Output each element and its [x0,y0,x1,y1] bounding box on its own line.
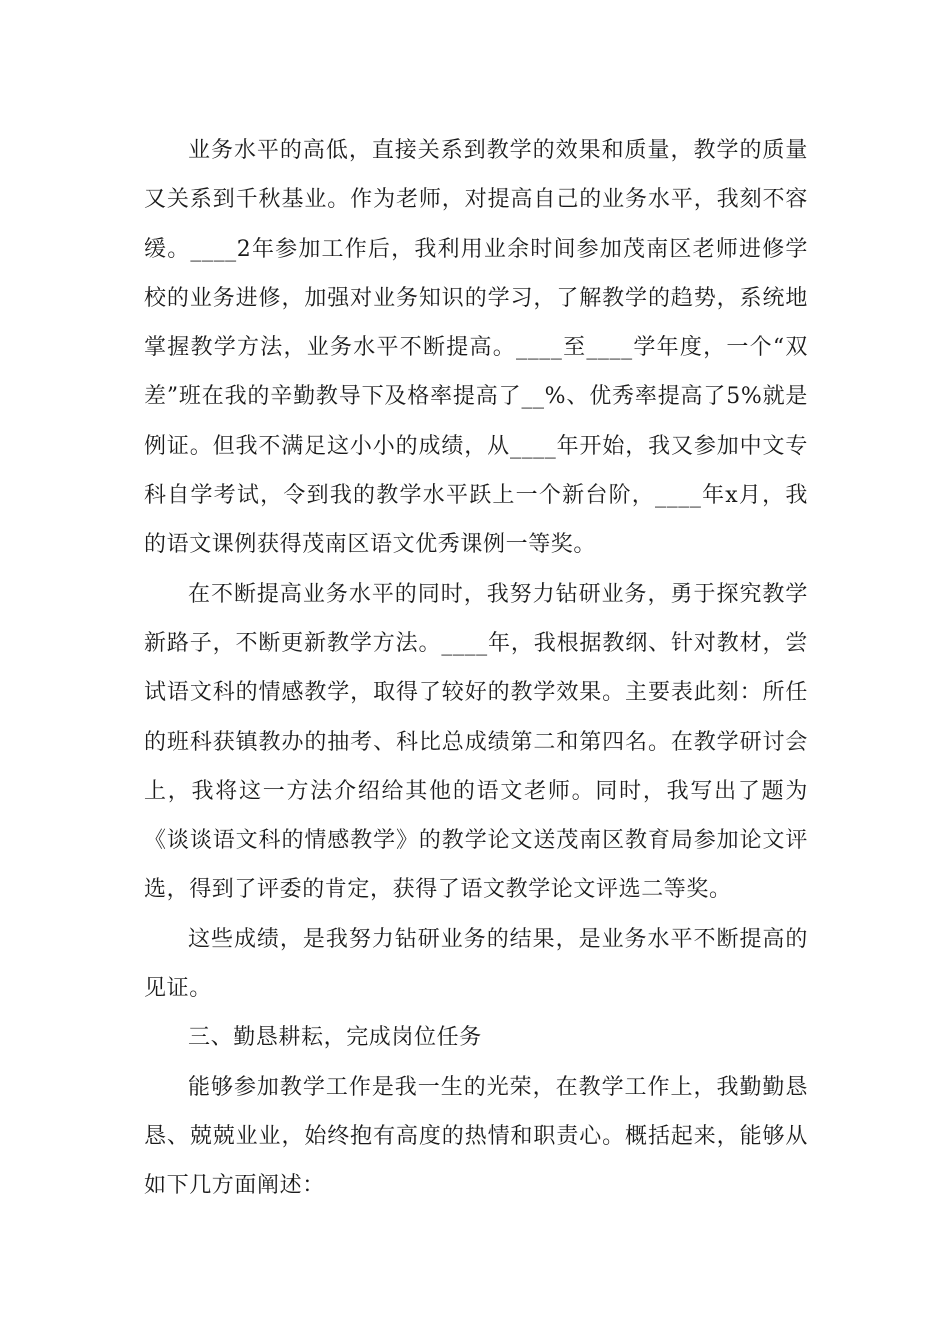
paragraph-business-level: 业务水平的高低，直接关系到教学的效果和质量，教学的质量又关系到千秋基业。作为老师，对提高自己的业务水平，我刻不容缓。____2年参加工作后，我利用业余时间参加茂南区老师进修学校的业务进修，加强对业务知识的学习，了解教学的趋势，系统地掌握教学方法，业务水平不断提高。____至____学年度，一个“双差”班在我的辛勤教导下及格率提高了__%、优秀率提高了5%就是例证。但我不满足这小小的成绩，从____年开始，我又参加中文专科自学考试，令到我的教学水平跃上一个新台阶，____年x月，我的语文课例获得茂南区语文优秀课例一等奖。 [144,138,808,558]
section-heading-3: 三、勤恳耕耘，完成岗位任务 [188,1025,482,1051]
paragraph-teaching-methods: 在不断提高业务水平的同时，我努力钻研业务，勇于探究教学新路子，不断更新教学方法。____年，我根据教纲、针对教材，尝试语文科的情感教学，取得了较好的教学效果。主要表此刻：所任的班科获镇教办的抽考、科比总成绩第二和第四名。在教学研讨会上，我将这一方法介绍给其他的语文老师。同时，我写出了题为《谈谈语文科的情感教学》的教学论文送茂南区教育局参加论文评选，得到了评委的肯定，获得了语文教学论文评选二等奖。 [144,581,808,903]
document-body [144,126,808,1211]
paragraph-achievements: 这些成绩，是我努力钻研业务的结果，是业务水平不断提高的见证。 [144,926,808,1002]
paragraph-dedication: 能够参加教学工作是我一生的光荣，在教学工作上，我勤勤恳恳、兢兢业业，始终抱有高度的热情和职责心。概括起来，能够从如下几方面阐述： [144,1074,808,1199]
